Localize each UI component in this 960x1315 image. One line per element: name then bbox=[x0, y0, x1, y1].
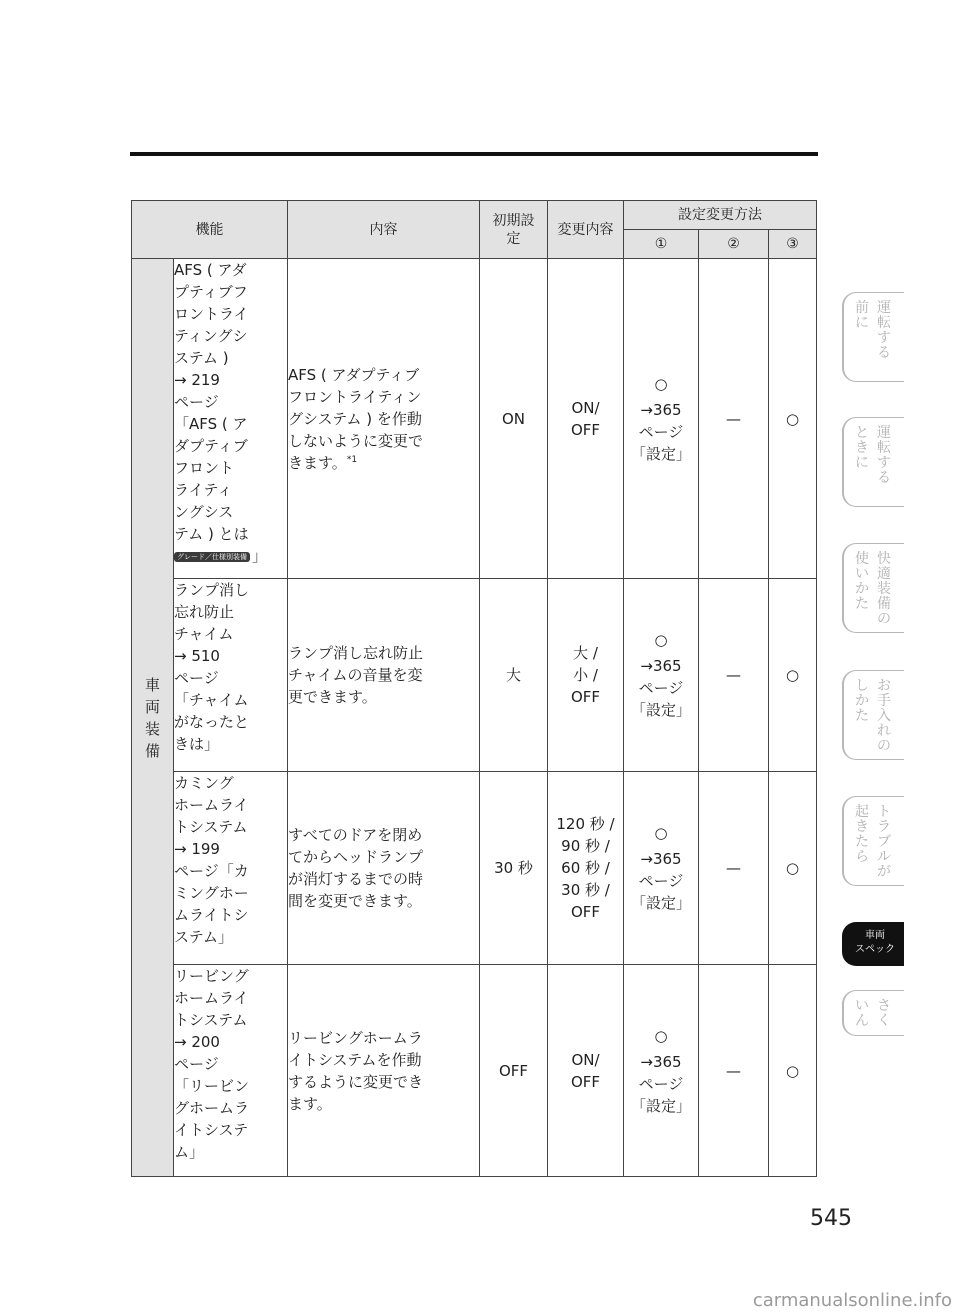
change-values: 120 秒 / 90 秒 / 60 秒 / 30 秒 / OFF bbox=[548, 772, 624, 965]
watermark: carmanualsonline.info bbox=[752, 1290, 952, 1311]
function-cell: リービング ホームライ トシステム → 200 ページ 「リービン グホームラ イトシステ ム」 bbox=[174, 965, 288, 1177]
method1-cell bbox=[624, 965, 699, 1177]
header-method: 設定変更方法 bbox=[624, 201, 817, 230]
tab-label: トラブルが bbox=[877, 804, 891, 880]
settings-table bbox=[131, 200, 817, 1177]
content-cell: リービングホームラ イトシステムを作動 するように変更でき ます。 bbox=[288, 965, 480, 1177]
change-values: ON/ OFF bbox=[548, 965, 624, 1177]
method2-value: — bbox=[699, 579, 769, 772]
initial-value: 大 bbox=[480, 579, 548, 772]
table-row bbox=[132, 772, 817, 965]
method1-cell bbox=[624, 259, 699, 579]
tab-label: 快適装備の bbox=[877, 551, 891, 627]
initial-value: OFF bbox=[480, 965, 548, 1177]
content-cell: すべてのドアを閉め てからヘッドランプ が消灯するまでの時 間を変更できます。 bbox=[288, 772, 480, 965]
change-values: ON/ OFF bbox=[548, 259, 624, 579]
tab-maintenance[interactable] bbox=[842, 670, 904, 760]
function-end: 」 bbox=[252, 547, 268, 565]
tab-before-driving[interactable] bbox=[842, 292, 904, 382]
method1-cell bbox=[624, 579, 699, 772]
method3-value: ○ bbox=[769, 965, 817, 1177]
page-number: 545 bbox=[810, 1206, 852, 1231]
method1-mark: ○ bbox=[654, 1026, 668, 1045]
change-values: 大 / 小 / OFF bbox=[548, 579, 624, 772]
header-method-1: ① bbox=[624, 230, 699, 259]
tab-label: いん bbox=[855, 998, 869, 1029]
header-initial-text: 初期設定 bbox=[492, 212, 535, 247]
tab-label: 運転する bbox=[877, 300, 891, 361]
method3-value: ○ bbox=[769, 259, 817, 579]
content-text: AFS ( アダプティブ フロントライティン グシステム ) を作動 しないように変更で きます。 bbox=[288, 365, 424, 472]
header-method-3: ③ bbox=[769, 230, 817, 259]
content-cell bbox=[288, 259, 480, 579]
content-cell: ランプ消し忘れ防止 チャイムの音量を変 更できます。 bbox=[288, 579, 480, 772]
method1-mark: ○ bbox=[654, 824, 668, 842]
header-initial bbox=[480, 201, 548, 259]
method2-value: — bbox=[699, 772, 769, 965]
tab-label: しかた bbox=[855, 678, 869, 724]
initial-value: 30 秒 bbox=[480, 772, 548, 965]
header-change: 変更内容 bbox=[548, 201, 624, 259]
header-content: 内容 bbox=[288, 201, 480, 259]
tab-label: 起きたら bbox=[855, 804, 869, 865]
tab-index[interactable] bbox=[842, 990, 904, 1036]
method1-reference: →365 ページ 「設定」 bbox=[630, 657, 691, 719]
table-row bbox=[132, 259, 817, 579]
tab-label: 運転する bbox=[877, 425, 891, 486]
method2-value: — bbox=[699, 965, 769, 1177]
method3-value: ○ bbox=[769, 772, 817, 965]
method1-reference: →365 ページ 「設定」 bbox=[630, 1052, 691, 1115]
method1-mark: ○ bbox=[654, 374, 668, 393]
category-cell bbox=[132, 259, 174, 1177]
tab-label: ときに bbox=[855, 425, 869, 471]
tab-while-driving[interactable] bbox=[842, 417, 904, 507]
tab-label: さく bbox=[877, 998, 891, 1029]
tab-label: 使いかた bbox=[855, 551, 869, 612]
method1-cell bbox=[624, 772, 699, 965]
table-row bbox=[132, 965, 817, 1177]
tab-label: 車両 スペック bbox=[855, 930, 895, 955]
function-cell: ランプ消し 忘れ防止 チャイム → 510 ページ 「チャイム がなったと きは」 bbox=[174, 579, 288, 772]
method2-value: — bbox=[699, 259, 769, 579]
tab-troubleshooting[interactable] bbox=[842, 796, 904, 886]
method1-reference: →365 ページ 「設定」 bbox=[630, 400, 691, 463]
method1-mark: ○ bbox=[654, 631, 668, 649]
header-rule bbox=[130, 152, 818, 156]
category-label: 車両装備 bbox=[144, 675, 160, 760]
tab-label: お手入れの bbox=[877, 678, 891, 754]
initial-value: ON bbox=[480, 259, 548, 579]
footnote-mark: *1 bbox=[346, 454, 358, 465]
tab-comfort-features[interactable] bbox=[842, 543, 904, 633]
grade-badge: グレード／仕様別装備 bbox=[174, 552, 250, 562]
function-text: AFS ( アダ プティブフ ロントライ ティングシ ステム ) → 219 ページ 「AFS ( ア ダプティブ フロント ライティ ングシス テム ) とは bbox=[174, 261, 249, 543]
header-function: 機能 bbox=[132, 201, 288, 259]
function-cell: カミング ホームライ トシステム → 199 ページ「カ ミングホー ムライトシ ステム」 bbox=[174, 772, 288, 965]
header-method-2: ② bbox=[699, 230, 769, 259]
table-row bbox=[132, 579, 817, 772]
method1-reference: →365 ページ 「設定」 bbox=[630, 850, 691, 912]
method3-value: ○ bbox=[769, 579, 817, 772]
function-cell bbox=[174, 259, 288, 579]
tab-vehicle-specs[interactable] bbox=[842, 922, 904, 966]
tab-label: 前に bbox=[855, 300, 869, 331]
